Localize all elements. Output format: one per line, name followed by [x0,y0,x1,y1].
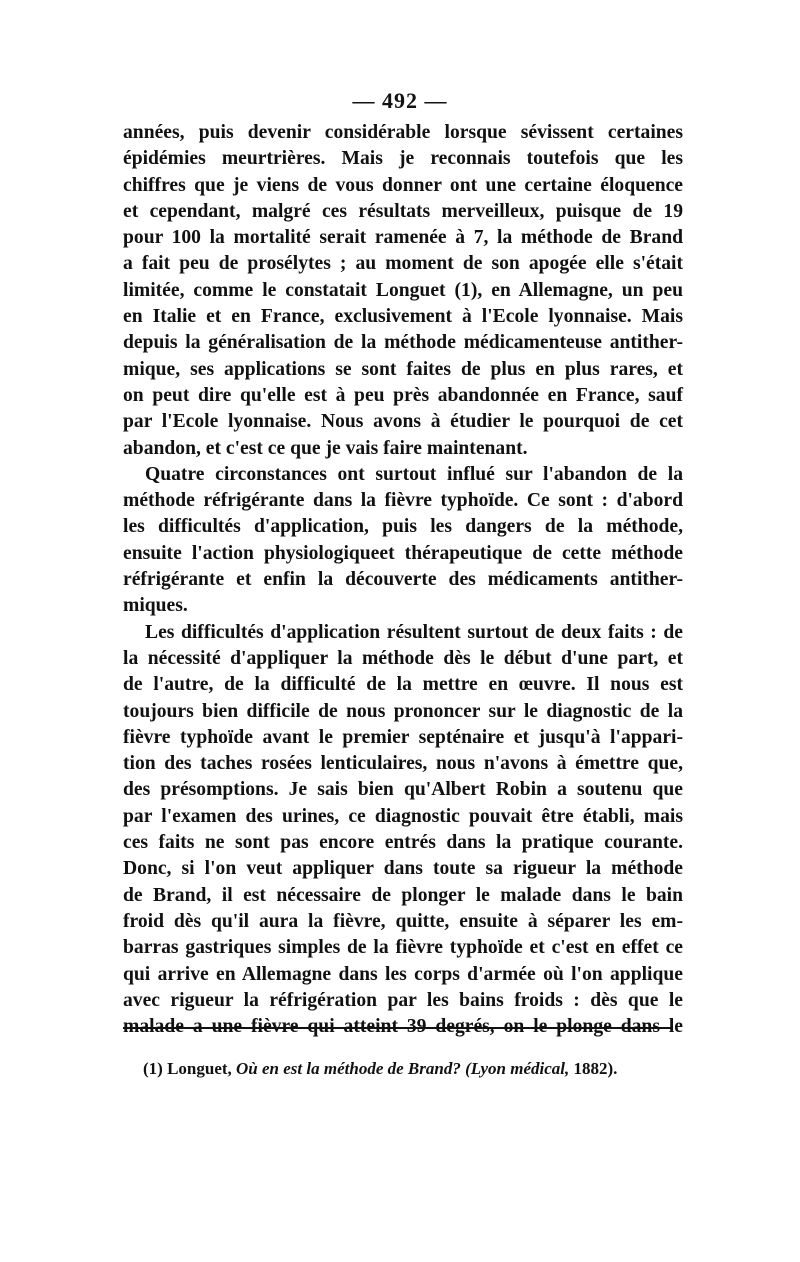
text-line: avec rigueur la réfrigération par les bains froids : dès que le [123,989,683,1011]
text-line: de Brand, il est nécessaire de plonger le malade dans le bain [123,884,683,906]
text-line: tion des taches rosées lenticulaires, nous n'avons à émettre que, [123,753,683,775]
text-line: malade a une fièvre qui atteint 39 degrés, on le plonge dans le [123,1016,683,1038]
text-line: mique, ses applications se sont faites de plus en plus rares, et [123,358,683,380]
text-line: en Italie et en France, exclusivement à l'Ecole lyonnaise. Mais [123,306,683,328]
text-line: ensuite l'action physiologiqueet thérapeutique de cette méthode [123,542,683,564]
text-line: miques. [123,595,188,617]
text-line: fièvre typhoïde avant le premier septénaire et jusqu'à l'appari- [123,726,683,748]
text-line: par l'Ecole lyonnaise. Nous avons à étudier le pourquoi de cet [123,411,683,433]
footnote-year: 1882). [569,1059,618,1078]
text-line: la nécessité d'appliquer la méthode dès le début d'une part, et [123,647,683,669]
footnote-title: Où en est la méthode de Brand? (Lyon médical, [236,1059,570,1078]
text-line: les difficultés d'application, puis les dangers de la méthode, [123,516,683,538]
body-text [123,120,683,1040]
footnote [143,1058,683,1080]
text-line: a fait peu de prosélytes ; au moment de son apogée elle s'était [123,253,683,275]
text-line: pour 100 la mortalité serait ramenée à 7, la méthode de Brand [123,227,683,249]
page-number: — 492 — [352,88,448,113]
text-line: réfrigérante et enfin la découverte des médicaments antither- [123,569,683,591]
text-line: années, puis devenir considérable lorsque sévissent certaines [123,122,683,143]
text-line: chiffres que je viens de vous donner ont une certaine éloquence [123,174,683,196]
text-line: Quatre circonstances ont surtout influé sur l'abandon de la [145,463,683,485]
footnote-divider [123,1027,672,1029]
text-line: méthode réfrigérante dans la fièvre typhoïde. Ce sont : d'abord [123,490,683,512]
text-line: limitée, comme le constatait Longuet (1), en Allemagne, un peu [123,279,683,301]
footnote-marker: (1) Longuet, [143,1059,237,1078]
text-line: des présomptions. Je sais bien qu'Albert Robin a soutenu que [123,779,683,801]
text-line: et cependant, malgré ces résultats merveilleux, puisque de 19 [123,200,683,222]
text-line: Donc, si l'on veut appliquer dans toute sa rigueur la méthode [123,858,683,880]
text-line: froid dès qu'il aura la fièvre, quitte, ensuite à séparer les em- [123,910,683,932]
text-line: on peut dire qu'elle est à peu près abandonnée en France, sauf [123,384,683,406]
text-line: abandon, et c'est ce que je vais faire maintenant. [123,437,528,459]
text-line: ces faits ne sont pas encore entrés dans la pratique courante. [123,832,683,854]
text-line: toujours bien difficile de nous prononcer sur le diagnostic de la [123,700,683,722]
text-line: Les difficultés d'application résultent surtout de deux faits : de [145,621,683,643]
text-line: de l'autre, de la difficulté de la mettre en œuvre. Il nous est [123,674,683,696]
text-line: épidémies meurtrières. Mais je reconnais toutefois que les [123,148,683,170]
text-line: depuis la généralisation de la méthode médicamenteuse antither- [123,332,683,354]
text-line: qui arrive en Allemagne dans les corps d'armée où l'on applique [123,963,683,985]
text-line: par l'examen des urines, ce diagnostic pouvait être établi, mais [123,805,683,827]
text-line: barras gastriques simples de la fièvre typhoïde et c'est en effet ce [123,937,683,959]
